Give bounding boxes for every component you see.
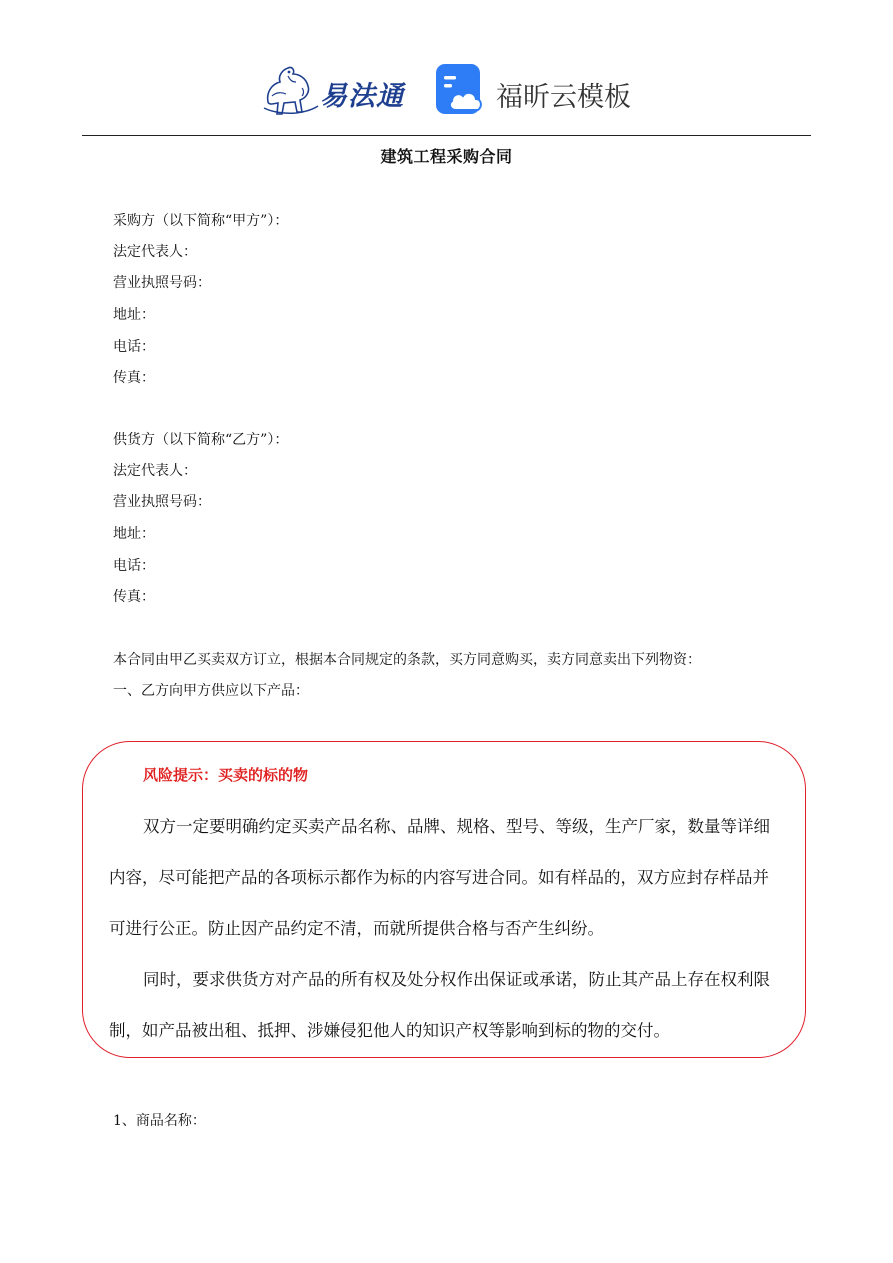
party-b-address: 地址： bbox=[113, 526, 155, 542]
risk-warning-line: 同时，要求供货方对产品的所有权及处分权作出保证或承诺，防止其产品上存在权利限 bbox=[143, 970, 770, 989]
fuxin-template-logo bbox=[436, 64, 636, 118]
party-a-address: 地址： bbox=[113, 307, 155, 323]
section-1-heading: 一、乙方向甲方供应以下产品： bbox=[113, 683, 309, 699]
cloud-document-app-icon bbox=[436, 64, 486, 116]
party-b-representative: 法定代表人： bbox=[113, 463, 197, 479]
party-a-license: 营业执照号码： bbox=[113, 275, 211, 291]
party-a-heading: 采购方（以下简称“甲方”）： bbox=[113, 213, 289, 229]
item-1-product-name: 1、商品名称： bbox=[113, 1113, 206, 1129]
party-b-fax: 传真： bbox=[113, 589, 155, 605]
risk-warning-line: 制，如产品被出租、抵押、涉嫌侵犯他人的知识产权等影响到标的物的交付。 bbox=[109, 1021, 670, 1040]
document-title: 建筑工程采购合同 bbox=[380, 147, 513, 166]
party-b-heading: 供货方（以下简称“乙方”）： bbox=[113, 432, 289, 448]
page-header bbox=[0, 58, 893, 122]
fuxin-template-logo-text: 福昕云模板 bbox=[496, 82, 631, 113]
risk-warning-line: 内容，尽可能把产品的各项标示都作为标的内容写进合同。如有样品的，双方应封存样品并 bbox=[109, 868, 769, 887]
yifatong-logo bbox=[262, 62, 414, 120]
party-a-phone: 电话： bbox=[113, 339, 155, 355]
party-a-representative: 法定代表人： bbox=[113, 244, 197, 260]
qilin-logo-icon bbox=[262, 62, 322, 120]
header-divider bbox=[82, 135, 811, 136]
risk-warning-box bbox=[82, 741, 806, 1058]
party-b-license: 营业执照号码： bbox=[113, 494, 211, 510]
party-a-fax: 传真： bbox=[113, 370, 155, 386]
contract-intro: 本合同由甲乙买卖双方订立，根据本合同规定的条款，买方同意购买，卖方同意卖出下列物资： bbox=[113, 652, 701, 668]
risk-warning-line: 可进行公正。防止因产品约定不清，而就所提供合格与否产生纠纷。 bbox=[109, 919, 604, 938]
party-b-phone: 电话： bbox=[113, 558, 155, 574]
risk-warning-line: 双方一定要明确约定买卖产品名称、品牌、规格、型号、等级，生产厂家，数量等详细 bbox=[143, 817, 770, 836]
risk-warning-title: 风险提示：买卖的标的物 bbox=[143, 766, 309, 784]
yifatong-logo-text: 易法通 bbox=[320, 81, 404, 112]
